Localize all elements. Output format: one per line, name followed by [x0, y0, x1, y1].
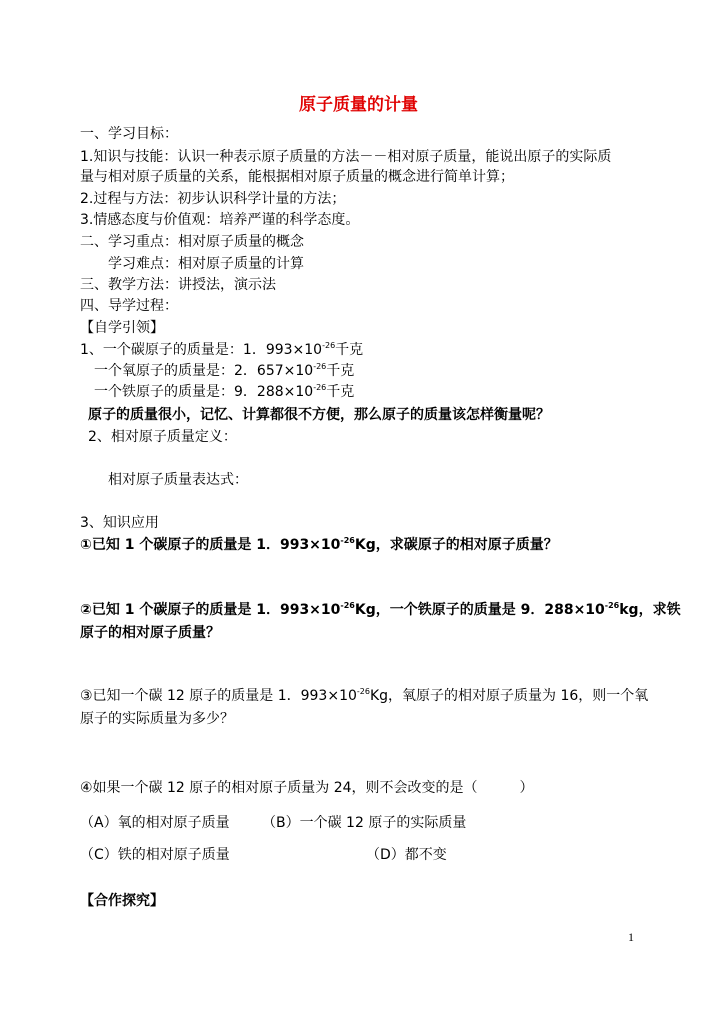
iron-mass-exponent: -26 [313, 383, 327, 392]
question-3-rest: Kg，氧原子的相对原子质量为 16，则一个氧 [369, 688, 649, 704]
iron-mass-text: 一个铁原子的质量是：9．288×10 [94, 384, 314, 400]
question-4-option-b: （B）一个碳 12 原子的实际质量 [262, 815, 467, 831]
question-4-option-a: （A）氧的相对原子质量 [80, 815, 230, 831]
question-4-option-c: （C）铁的相对原子质量 [80, 847, 230, 863]
question-1-rest: Kg，求碳原子的相对原子质量？ [354, 537, 558, 553]
carbon-mass-unit: 千克 [335, 342, 364, 358]
definition-label: 2、相对原子质量定义： [88, 429, 237, 445]
objectives-heading: 一、学习目标： [80, 126, 178, 142]
carbon-mass-text: 1、一个碳原子的质量是：1．993×10 [80, 342, 323, 358]
oxygen-mass-exponent: -26 [313, 362, 327, 371]
question-2-text: ②已知 1 个碳原子的质量是 1．993×10 [80, 602, 341, 618]
question-3-exponent: -26 [356, 687, 370, 696]
page-title: 原子质量的计量 [299, 95, 418, 115]
application-heading: 3、知识应用 [80, 515, 159, 531]
question-2-exponent-1: -26 [340, 601, 355, 610]
question-3-line-2: 原子的实际质量为多少？ [80, 711, 234, 727]
expression-label: 相对原子质量表达式： [108, 472, 248, 488]
objective-1-line-1: 1.知识与技能：认识一种表示原子质量的方法－－相对原子质量，能说出原子的实际质 [80, 149, 612, 165]
iron-mass-unit: 千克 [326, 384, 355, 400]
question-4-option-d: （D）都不变 [366, 847, 447, 863]
question-2-rest: kg，求铁 [619, 602, 681, 618]
key-difficulty: 学习难点：相对原子质量的计算 [108, 256, 304, 272]
oxygen-mass-unit: 千克 [326, 363, 355, 379]
teaching-methods: 三、教学方法：讲授法，演示法 [80, 277, 276, 293]
question-3-line-1 [80, 687, 648, 705]
question-1 [80, 536, 558, 554]
objective-2: 2.过程与方法：初步认识科学计量的方法； [80, 191, 346, 207]
question-1-exponent: -26 [340, 536, 355, 545]
question-2-line-1 [80, 601, 681, 619]
carbon-mass-line [80, 341, 363, 359]
question-2-exponent-2: -26 [604, 601, 620, 610]
objective-3: 3.情感态度与价值观：培养严谨的科学态度。 [80, 212, 360, 228]
oxygen-mass-line [94, 362, 354, 380]
question-3-text: ③已知一个碳 12 原子的质量是 1．993×10 [80, 688, 357, 704]
question-2-line-2: 原子的相对原子质量？ [80, 625, 220, 641]
page-number: 1 [628, 930, 634, 944]
process-heading: 四、导学过程： [80, 298, 178, 314]
key-focus: 二、学习重点：相对原子质量的概念 [80, 234, 304, 250]
carbon-mass-exponent: -26 [322, 341, 336, 350]
iron-mass-line [94, 383, 354, 401]
objective-1-line-2: 量与相对原子质量的关系，能根据相对原子质量的概念进行简单计算； [80, 169, 514, 185]
oxygen-mass-text: 一个氧原子的质量是：2．657×10 [94, 363, 314, 379]
question-4-stem: ④如果一个碳 12 原子的相对原子质量为 24，则不会改变的是（ ） [80, 780, 534, 796]
question-1-text: ①已知 1 个碳原子的质量是 1．993×10 [80, 537, 341, 553]
self-study-heading: 【自学引领】 [80, 320, 164, 336]
question-2-middle: Kg，一个铁原子的质量是 9．288×10 [354, 602, 605, 618]
cooperation-heading: 【合作探究】 [80, 893, 164, 909]
guiding-question: 原子的质量很小，记忆、计算都很不方便，那么原子的质量该怎样衡量呢？ [88, 407, 550, 423]
